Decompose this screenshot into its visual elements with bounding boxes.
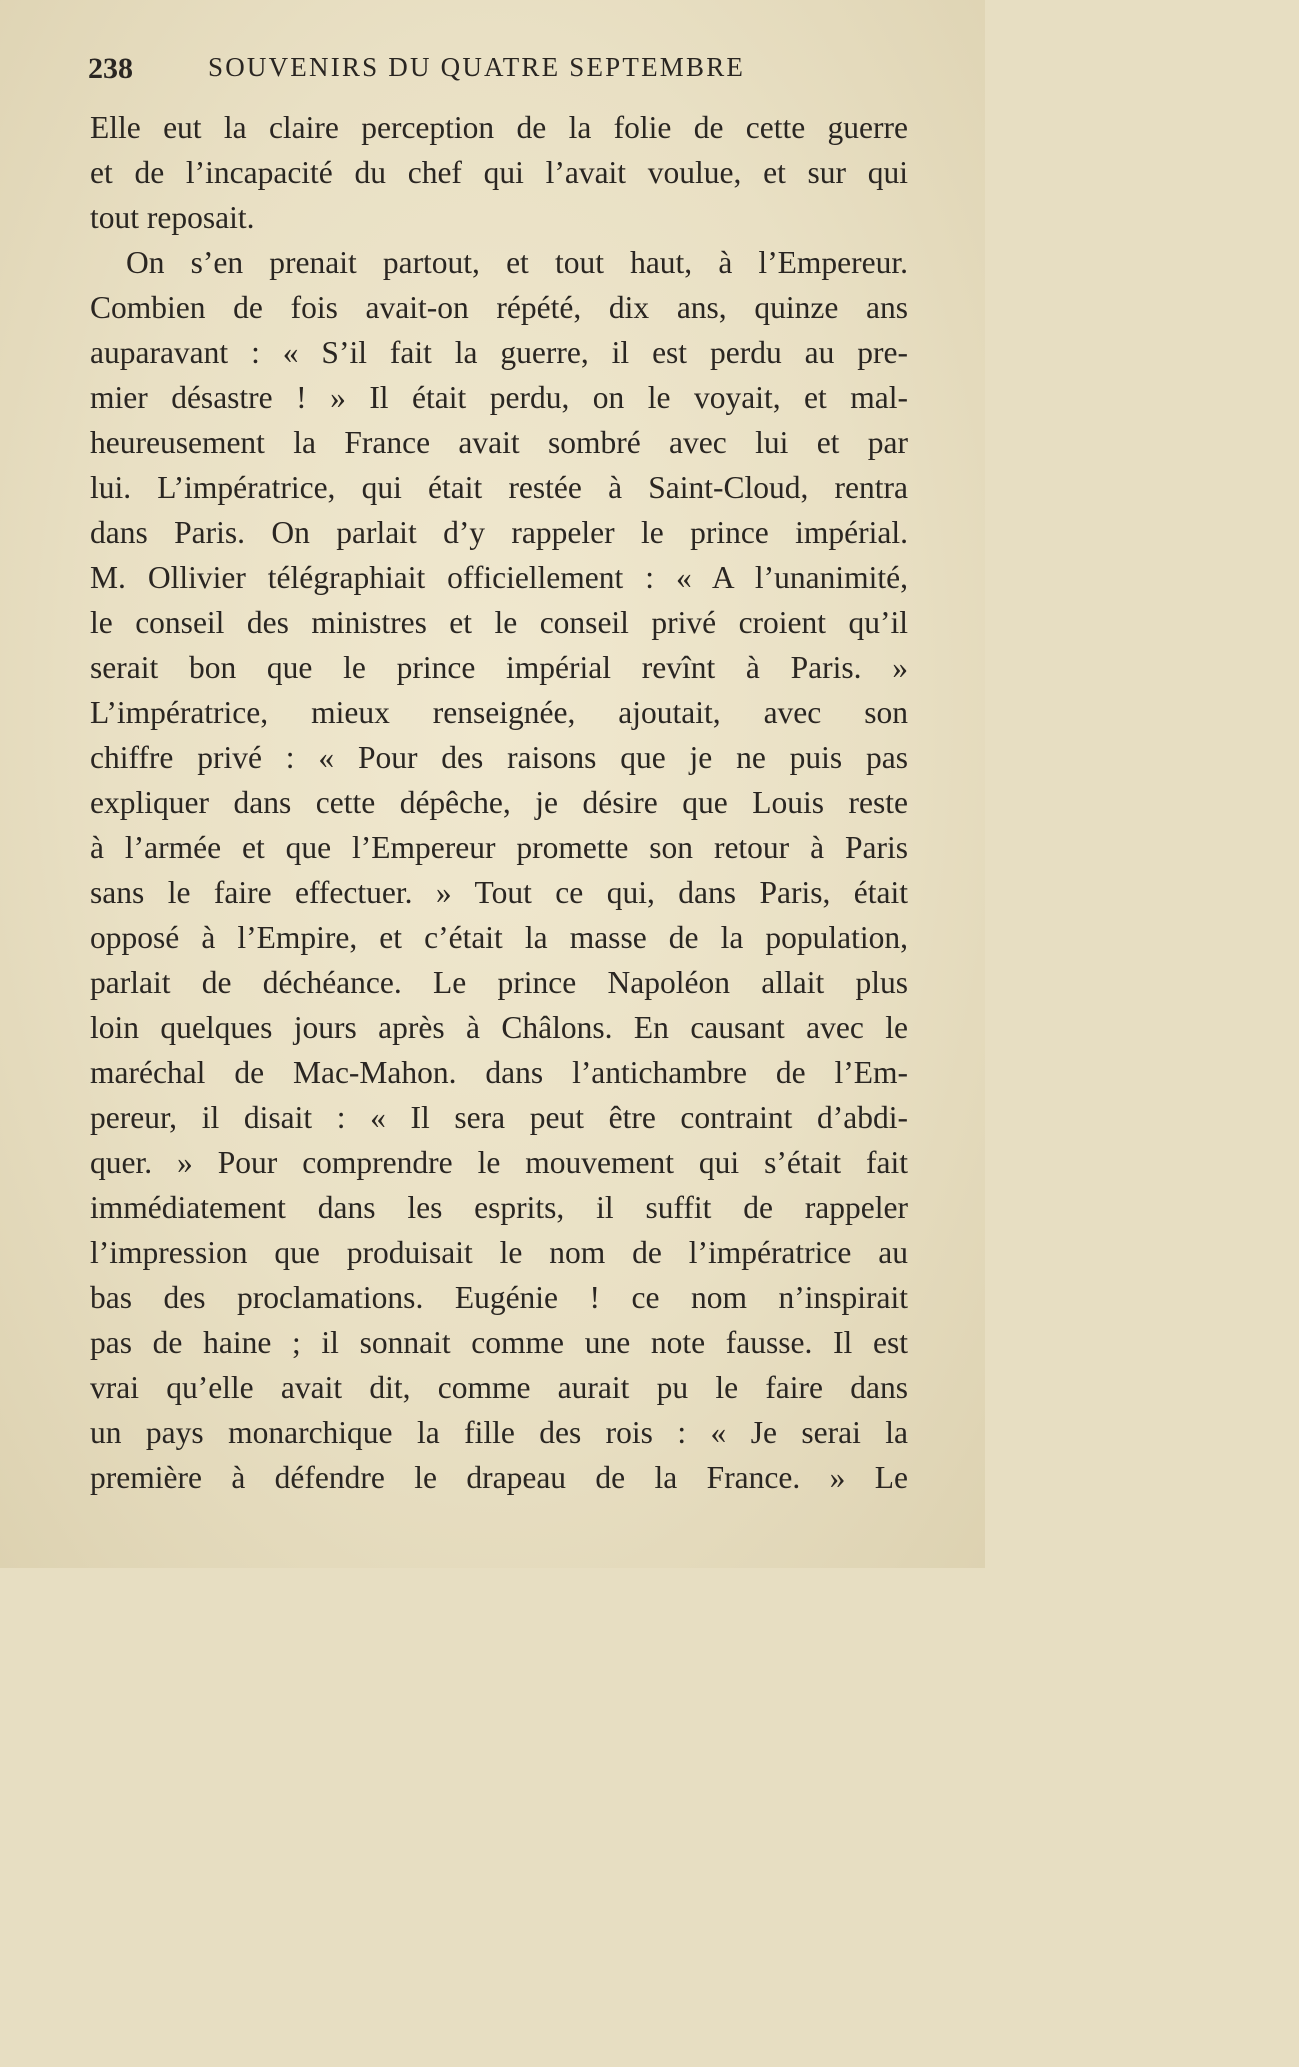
text-line: Elle eut la claire perception de la folie de cette guerre <box>90 110 908 145</box>
text-line: parlait de déchéance. Le prince Napoléon allait plus <box>90 965 908 1000</box>
body-text <box>90 105 908 1500</box>
text-line: maréchal de Mac-Mahon. dans l’antichambre de l’Em- <box>90 1055 908 1090</box>
text-line: à l’armée et que l’Empereur promette son retour à Paris <box>90 830 908 865</box>
text-line: dans Paris. On parlait d’y rappeler le prince impérial. <box>90 515 908 550</box>
text-line: L’impératrice, mieux renseignée, ajoutait, avec son <box>90 695 908 730</box>
text-line: quer. » Pour comprendre le mouvement qui s’était fait <box>90 1145 908 1180</box>
text-line: mier désastre ! » Il était perdu, on le voyait, et mal- <box>90 380 908 415</box>
text-line: auparavant : « S’il fait la guerre, il est perdu au pre- <box>90 335 908 370</box>
text-line: chiffre privé : « Pour des raisons que je ne puis pas <box>90 740 908 775</box>
text-line: expliquer dans cette dépêche, je désire que Louis reste <box>90 785 908 820</box>
text-line: l’impression que produisait le nom de l’impératrice au <box>90 1235 908 1270</box>
text-line: pas de haine ; il sonnait comme une note fausse. Il est <box>90 1325 908 1360</box>
text-line: un pays monarchique la fille des rois : « Je serai la <box>90 1415 908 1450</box>
text-line: loin quelques jours après à Châlons. En causant avec le <box>90 1010 908 1045</box>
text-line: vrai qu’elle avait dit, comme aurait pu le faire dans <box>90 1370 908 1405</box>
text-line: première à défendre le drapeau de la France. » Le <box>90 1460 908 1495</box>
text-line: opposé à l’Empire, et c’était la masse de la population, <box>90 920 908 955</box>
text-line: On s’en prenait partout, et tout haut, à l’Empereur. <box>126 245 908 280</box>
text-line: et de l’incapacité du chef qui l’avait voulue, et sur qui <box>90 155 908 190</box>
text-line: serait bon que le prince impérial revînt à Paris. » <box>90 650 908 685</box>
text-line: le conseil des ministres et le conseil privé croient qu’il <box>90 605 908 640</box>
text-line: Combien de fois avait-on répété, dix ans, quinze ans <box>90 290 908 325</box>
text-line: heureusement la France avait sombré avec lui et par <box>90 425 908 460</box>
page-number: 238 <box>88 52 133 85</box>
text-line: M. Ollivier télégraphiait officiellement : « A l’unanimité, <box>90 560 908 595</box>
text-line: sans le faire effectuer. » Tout ce qui, dans Paris, était <box>90 875 908 910</box>
text-line: tout reposait. <box>90 200 255 235</box>
text-line: immédiatement dans les esprits, il suffit de rappeler <box>90 1190 908 1225</box>
text-line: bas des proclamations. Eugénie ! ce nom n’inspirait <box>90 1280 908 1315</box>
running-head: SOUVENIRS DU QUATRE SEPTEMBRE <box>208 52 746 82</box>
text-line: lui. L’impératrice, qui était restée à Saint-Cloud, rentra <box>90 470 908 505</box>
text-line: pereur, il disait : « Il sera peut être contraint d’abdi- <box>90 1100 908 1135</box>
page-header <box>88 48 828 88</box>
